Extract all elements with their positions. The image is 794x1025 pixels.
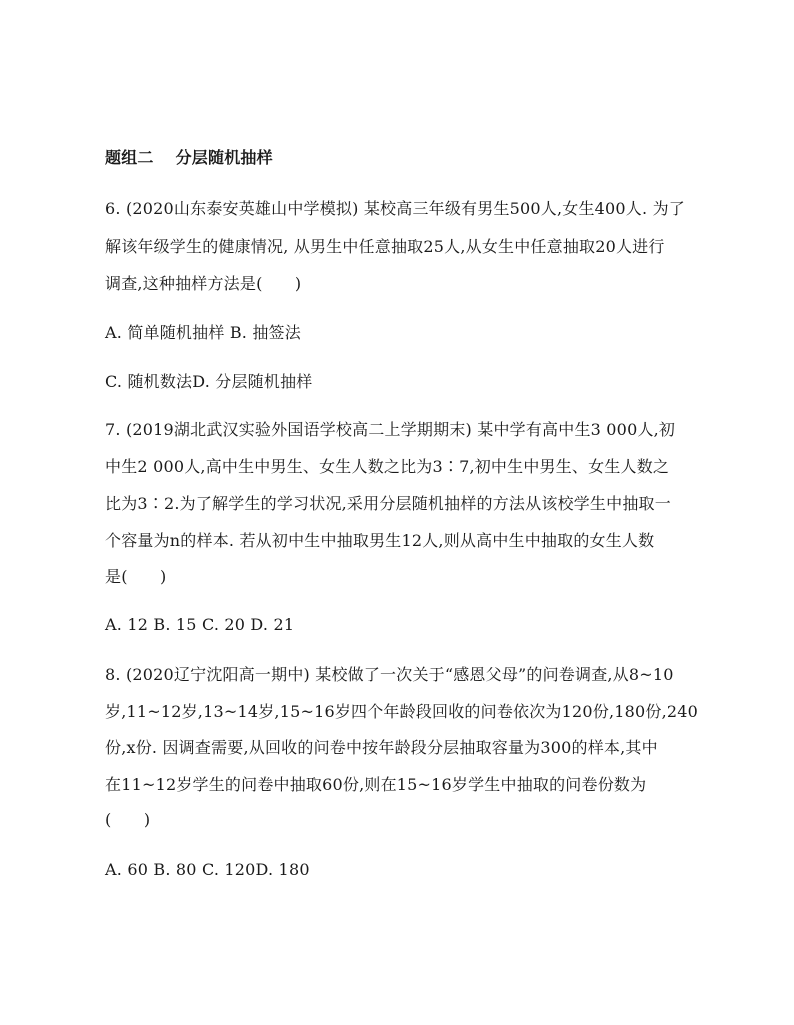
question-7-line-4: 个容量为n的样本. 若从初中生中抽取男生12人,则从高中生中抽取的女生人数 (105, 531, 655, 550)
question-7-line-1: 7. (2019湖北武汉实验外国语学校高二上学期期末) 某中学有高中生3 000人,初 (105, 420, 676, 439)
question-7-line-3: 比为3∶2.为了解学生的学习状况,采用分层随机抽样的方法从该校学生中抽取一 (105, 494, 671, 513)
question-6-options-1: A. 简单随机抽样 B. 抽签法 (105, 323, 301, 342)
question-8-line-3: 份,x份. 因调查需要,从回收的问卷中按年龄段分层抽取容量为300的样本,其中 (105, 738, 658, 757)
section-heading (105, 148, 273, 168)
question-8-line-5: ( ) (105, 810, 151, 829)
question-6-line-1: 6. (2020山东泰安英雄山中学模拟) 某校高三年级有男生500人,女生400人. 为了 (105, 199, 685, 218)
question-7-line-5: 是( ) (105, 567, 167, 586)
question-7-options: A. 12 B. 15 C. 20 D. 21 (105, 615, 295, 634)
question-8-line-1: 8. (2020辽宁沈阳高一期中) 某校做了一次关于“感恩父母”的问卷调查,从8~10 (105, 665, 674, 684)
question-6-options-2: C. 随机数法D. 分层随机抽样 (105, 372, 313, 391)
question-6-line-2: 解该年级学生的健康情况, 从男生中任意抽取25人,从女生中任意抽取20人进行 (105, 237, 665, 256)
question-8-options: A. 60 B. 80 C. 120D. 180 (105, 860, 310, 879)
section-title: 分层随机抽样 (175, 148, 273, 167)
question-7-line-2: 中生2 000人,高中生中男生、女生人数之比为3∶7,初中生中男生、女生人数之 (105, 457, 670, 476)
section-label: 题组二 (105, 148, 154, 167)
question-8-line-4: 在11~12岁学生的问卷中抽取60份,则在15~16岁学生中抽取的问卷份数为 (105, 775, 647, 794)
question-6-line-3: 调查,这种抽样方法是( ) (105, 274, 302, 293)
question-8-line-2: 岁,11~12岁,13~14岁,15~16岁四个年龄段回收的问卷依次为120份,180份,240 (105, 702, 699, 721)
